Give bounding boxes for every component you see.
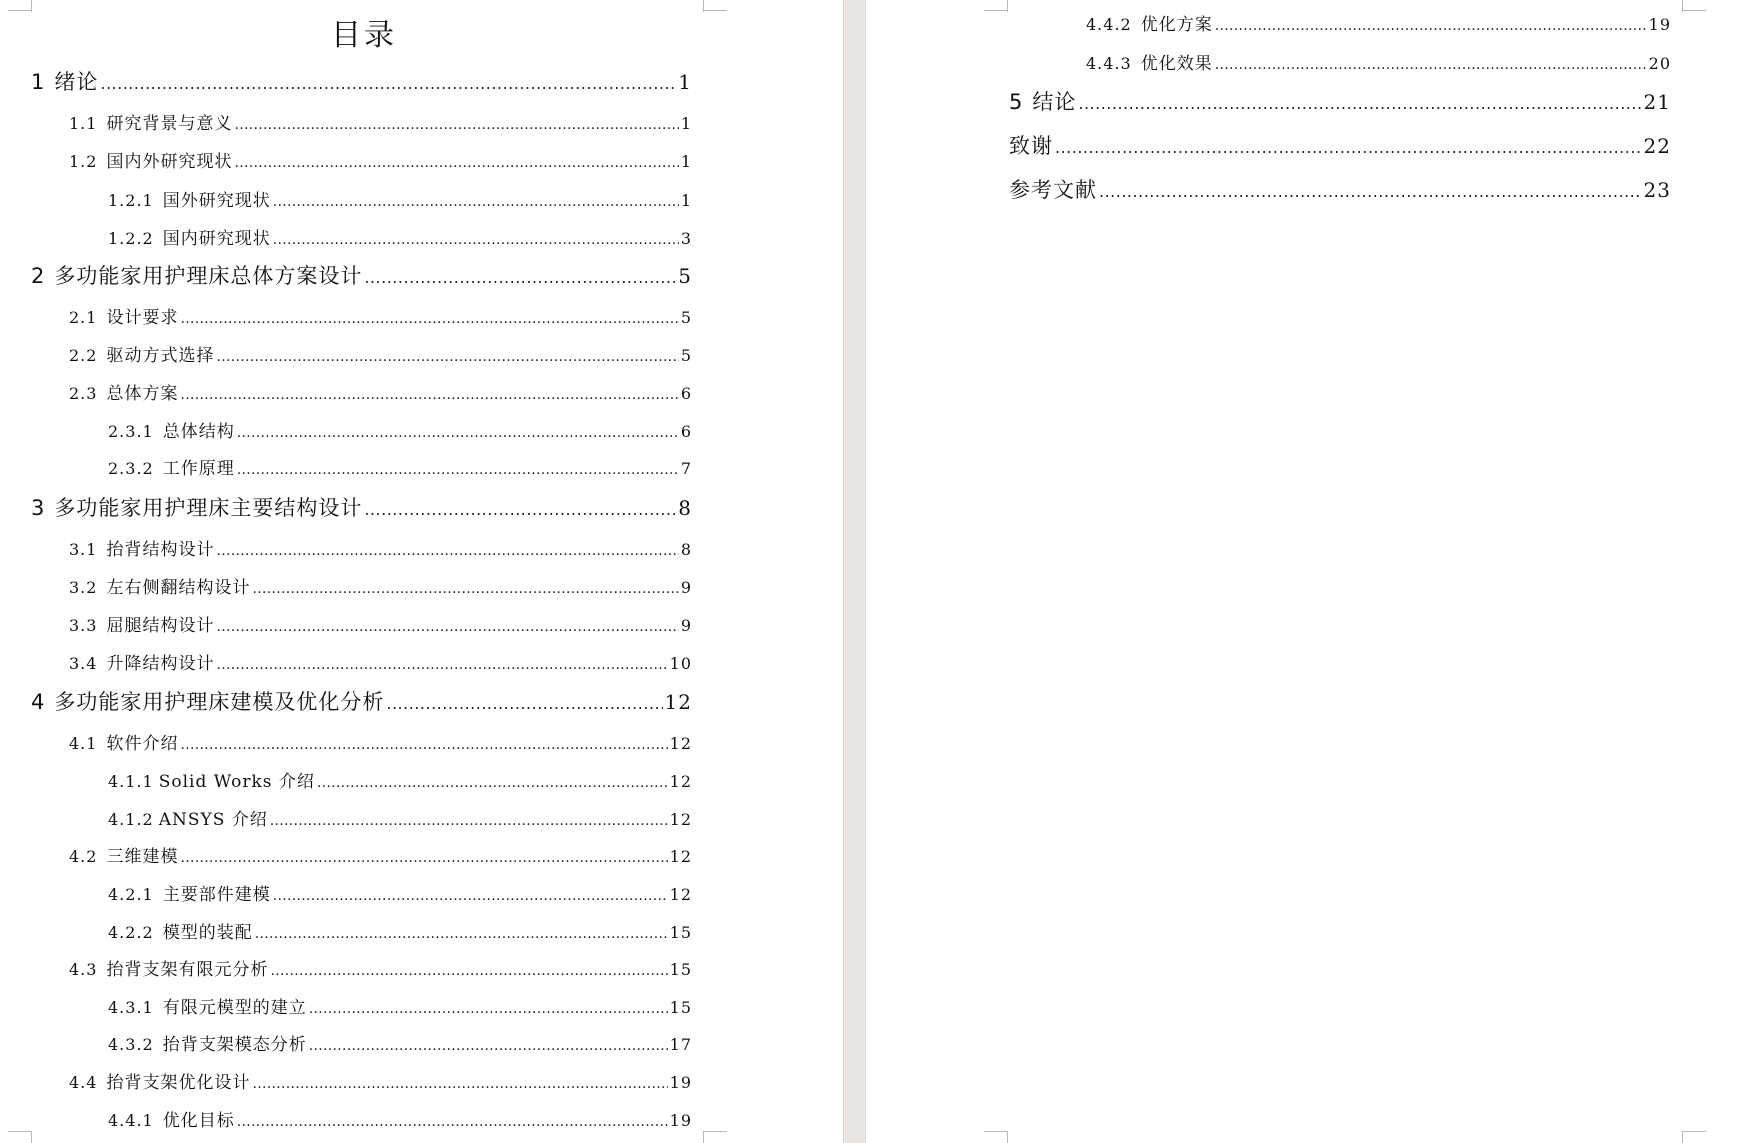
dot-leader [1078,94,1641,113]
dot-leader [216,349,678,365]
toc-entry[interactable] [31,260,692,290]
toc-entry-title: 优化目标 [162,1111,235,1131]
toc-entry[interactable] [108,767,692,792]
toc-entry-page: 9 [680,578,692,597]
dot-leader [1055,138,1642,157]
dot-leader [180,737,667,753]
toc-entry[interactable] [69,379,692,404]
dot-leader [273,888,668,904]
toc-entry-page: 19 [1648,15,1671,34]
crop-mark [31,1131,32,1143]
toc-entry-number: 3.2 [69,578,98,597]
toc-entry[interactable] [108,1106,692,1131]
toc-entry-number: 3.1 [69,540,98,559]
toc-entry-number: 2.3.2 [108,459,154,478]
toc-entry[interactable] [108,454,692,479]
crop-mark [703,1131,727,1132]
toc-entry-page: 12 [669,772,692,791]
toc-entry-number: 3.4 [69,654,98,673]
toc-entry-page: 12 [669,810,692,829]
toc-entry-page: 6 [680,422,692,441]
toc-entry-page: 19 [669,1073,692,1092]
toc-entry-number: 4.4.3 [1086,54,1132,73]
toc-entry-number: 2.3.1 [108,422,154,441]
toc-entry-page: 3 [680,229,692,248]
toc-entry-number: 4.3 [69,960,98,979]
toc-entry-number: 1 [31,70,46,94]
toc-entry-title: 主要部件建模 [162,885,271,905]
toc-entry-title: 绪论 [54,70,99,94]
toc-entry-number: 3 [31,496,46,520]
dot-leader [234,155,678,171]
dot-leader [309,1038,668,1054]
crop-mark [1682,10,1706,11]
toc-entry-number: 4.2.1 [108,885,154,904]
toc-entry[interactable] [69,303,692,328]
crop-mark [1007,0,1008,12]
dot-leader [364,500,676,519]
toc-entry[interactable] [31,686,692,716]
toc-entry-page: 17 [669,1035,692,1054]
dot-leader [234,117,678,133]
toc-entry-title: 软件介绍 [106,734,179,754]
toc-entry-title: 多功能家用护理床总体方案设计 [54,264,363,288]
crop-mark [984,1131,1008,1132]
dot-leader [180,850,667,866]
toc-entry-page: 1 [680,152,692,171]
toc-entry-title: 研究背景与意义 [106,114,233,134]
toc-entry-page: 8 [680,540,692,559]
toc-entry-title: 多功能家用护理床主要结构设计 [54,496,363,520]
toc-entry-number: 4.3.2 [108,1035,154,1054]
toc-entry-page: 1 [680,191,692,210]
toc-entry-page: 1 [678,70,692,94]
toc-entry-page: 19 [669,1111,692,1130]
toc-entry[interactable] [108,880,692,905]
toc-entry-title: 国内研究现状 [162,229,271,249]
toc-entry[interactable] [69,1068,692,1093]
toc-entry-number: 4.4 [69,1073,98,1092]
toc-entry[interactable] [69,649,692,674]
dot-leader [270,963,667,979]
toc-entry-page: 5 [680,308,692,327]
toc-entry-number: 4.1.2 [108,810,154,829]
toc-entry[interactable] [69,573,692,598]
page-gap [843,0,866,1143]
crop-mark [1682,0,1683,12]
toc-entry-number: 4 [31,690,46,714]
toc-entry-page: 10 [669,654,692,673]
toc-entry[interactable] [108,1030,692,1055]
toc-entry-title: 总体结构 [162,422,235,442]
toc-entry[interactable] [1086,49,1671,74]
toc-entry-number: 4.3.1 [108,998,154,1017]
toc-entry-page: 5 [680,346,692,365]
toc-entry[interactable] [69,109,692,134]
toc-entry-title: 国内外研究现状 [106,152,233,172]
toc-entry-title: 国外研究现状 [162,191,271,211]
toc-entry[interactable] [69,955,692,980]
toc-entry-page: 6 [680,384,692,403]
toc-entry-title: 抬背支架优化设计 [106,1073,251,1093]
dot-leader [252,1076,667,1092]
toc-entry-title: 抬背支架模态分析 [162,1035,307,1055]
toc-entry-page: 12 [669,847,692,866]
toc-entry[interactable] [69,611,692,636]
dot-leader [386,694,662,713]
crop-mark [1007,1131,1008,1143]
dot-leader [237,425,679,441]
toc-entry[interactable] [31,492,692,522]
toc-entry[interactable] [108,186,692,211]
dot-leader [216,619,678,635]
toc-entry-page: 15 [669,960,692,979]
dot-leader [180,311,678,327]
toc-entry-title: 优化效果 [1140,54,1213,74]
dot-leader [273,232,679,248]
toc-entry-title: Solid Works 介绍 [158,772,315,792]
toc-entry[interactable] [108,918,692,943]
crop-mark [1682,1131,1706,1132]
toc-entry-page: 12 [669,885,692,904]
toc-entry-number: 4.4.1 [108,1111,154,1130]
toc-entry-number: 4.1 [69,734,98,753]
toc-entry-page: 9 [680,616,692,635]
dot-leader [317,775,668,791]
toc-entry-number: 2.1 [69,308,98,327]
toc-entry-title: 抬背结构设计 [106,540,215,560]
toc-entry[interactable] [1086,10,1671,35]
toc-entry-number: 2.2 [69,346,98,365]
dot-leader [237,462,679,478]
toc-entry-page: 22 [1643,134,1671,158]
toc-entry-number: 4.2.2 [108,923,154,942]
crop-mark [703,1131,704,1143]
toc-entry-title: 三维建模 [106,847,179,867]
dot-leader [309,1001,668,1017]
dot-leader [1215,18,1647,34]
toc-entry-number: 4.2 [69,847,98,866]
toc-entry-title: ANSYS 介绍 [158,810,268,830]
dot-leader [364,268,676,287]
toc-entry-number: 1.2.2 [108,229,154,248]
toc-entry-title: 左右侧翻结构设计 [106,578,251,598]
toc-title: 目录 [331,18,397,53]
toc-entry-number: 5 [1009,90,1024,114]
toc-entry-number: 1.2.1 [108,191,154,210]
dot-leader [255,926,668,942]
toc-entry-page: 7 [680,459,692,478]
dot-leader [273,194,679,210]
dot-leader [1215,57,1647,73]
toc-entry-number: 3.3 [69,616,98,635]
toc-entry-title: 结论 [1032,90,1077,114]
dot-leader [180,387,678,403]
toc-entry-page: 21 [1643,90,1671,114]
toc-entry[interactable] [108,993,692,1018]
toc-entry-number: 2 [31,264,46,288]
toc-entry-page: 20 [1648,54,1671,73]
toc-entry[interactable] [69,842,692,867]
toc-entry-number: 1.1 [69,114,98,133]
toc-entry-page: 12 [664,690,692,714]
crop-mark [8,1131,32,1132]
toc-entry[interactable] [1009,174,1671,204]
toc-entry[interactable] [108,224,692,249]
toc-entry-title: 有限元模型的建立 [162,998,307,1018]
dot-leader [237,1114,668,1130]
dot-leader [270,813,668,829]
toc-entry-number: 1.2 [69,152,98,171]
toc-entry-page: 15 [669,923,692,942]
toc-entry[interactable] [108,417,692,442]
crop-mark [984,10,1008,11]
page-left [0,0,843,1143]
toc-entry-title: 屈腿结构设计 [106,616,215,636]
toc-entry-number: 4.4.2 [1086,15,1132,34]
toc-entry-title: 模型的装配 [162,923,253,943]
toc-entry[interactable] [69,729,692,754]
toc-entry[interactable] [108,805,692,830]
dot-leader [252,581,678,597]
dot-leader [100,74,676,93]
toc-entry-title: 参考文献 [1009,178,1097,202]
toc-entry-page: 5 [678,264,692,288]
toc-entry[interactable] [1009,86,1671,116]
toc-entry-page: 15 [669,998,692,1017]
toc-entry-title: 抬背支架有限元分析 [106,960,269,980]
crop-mark [1682,1131,1683,1143]
toc-entry-title: 多功能家用护理床建模及优化分析 [54,690,385,714]
toc-entry-title: 设计要求 [106,308,179,328]
dot-leader [216,657,667,673]
toc-entry-number: 4.1.1 [108,772,154,791]
toc-entry-page: 23 [1643,178,1671,202]
dot-leader [216,543,678,559]
toc-entry[interactable] [69,147,692,172]
toc-entry[interactable] [69,341,692,366]
toc-entry[interactable] [1009,130,1671,160]
toc-entry-title: 致谢 [1009,134,1053,158]
toc-entry[interactable] [31,66,692,96]
toc-entry-page: 8 [678,496,692,520]
dot-leader [1099,182,1642,201]
toc-entry-title: 驱动方式选择 [106,346,215,366]
toc-entry-title: 升降结构设计 [106,654,215,674]
toc-entry-title: 总体方案 [106,384,179,404]
toc-entry-title: 优化方案 [1140,15,1213,35]
toc-entry-title: 工作原理 [162,459,235,479]
toc-entry[interactable] [69,535,692,560]
toc-entry-page: 1 [680,114,692,133]
toc-entry-number: 2.3 [69,384,98,403]
page-right [866,0,1760,1143]
toc-entry-page: 12 [669,734,692,753]
